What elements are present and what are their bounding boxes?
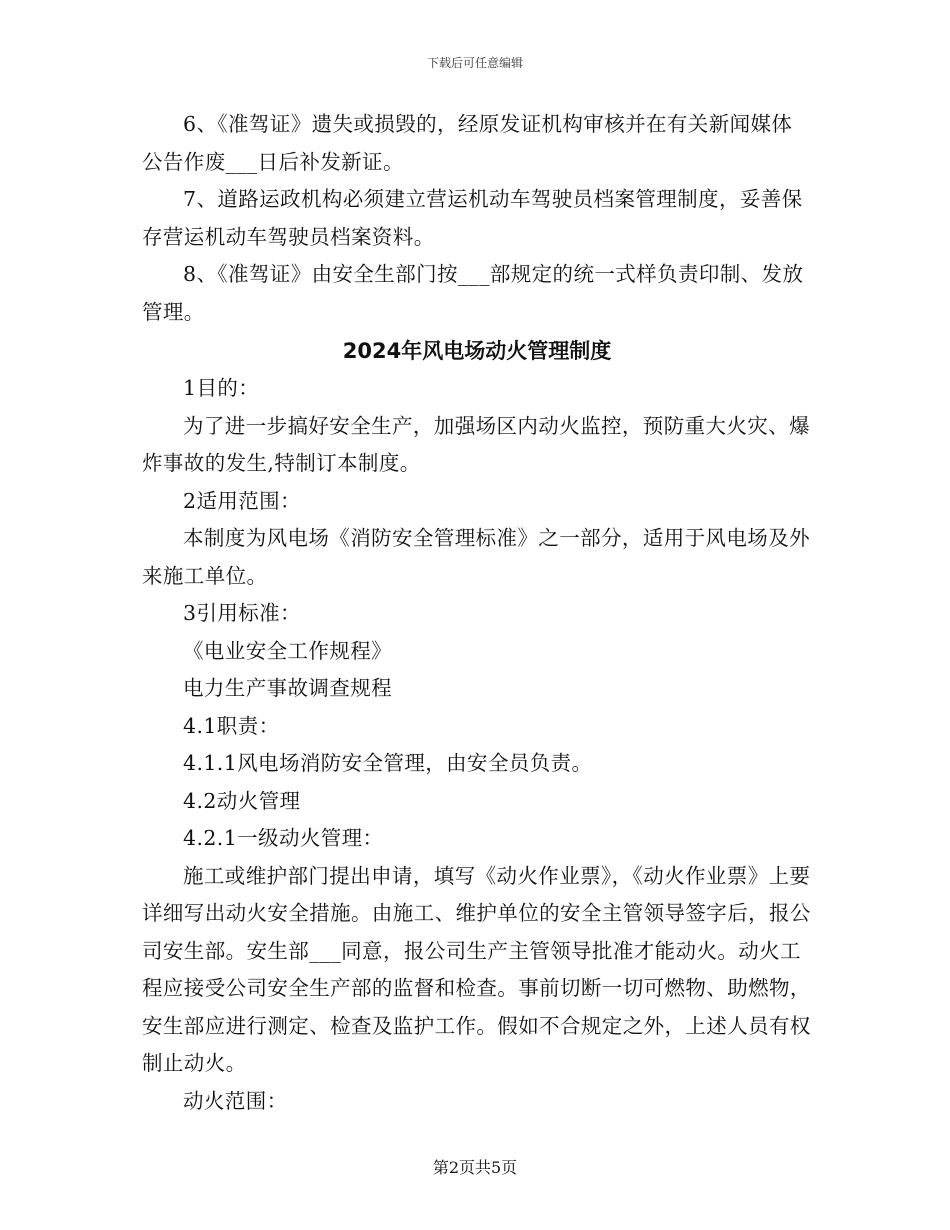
reference-item-1: 《电业安全工作规程》	[183, 638, 392, 663]
paragraph-duties: 4.1.1风电场消防安全管理，由安全员负责。	[183, 751, 593, 775]
section-heading-hot-work-scope: 动火范围：	[183, 1088, 288, 1113]
header-note: 下载后可任意编辑	[426, 56, 523, 70]
paragraph-item-8: 8、《准驾证》由安全生部门按___部规定的统一式样负责印制、发放管理。	[142, 262, 804, 324]
section-heading-purpose: 1目的：	[183, 376, 260, 400]
section-heading-duties: 4.1职责：	[183, 713, 280, 738]
paragraph-purpose: 为了进一步搞好安全生产，加强场区内动火监控，预防重大火灾、爆炸事故的发生,特制订本制度。	[142, 413, 810, 475]
paragraph-item-6: 6、《准驾证》遗失或损毁的，经原发证机构审核并在有关新闻媒体公告作废___日后补发新证。	[142, 112, 793, 174]
page-number: 第2页共5页	[432, 1158, 518, 1177]
reference-item-2: 电力生产事故调查规程	[183, 676, 392, 700]
paragraph-level-one: 施工或维护部门提出申请，填写《动火作业票》，《动火作业票》上要详细写出动火安全措施。由施工、维护单位的安全主管领导签字后，报公司安生部。安生部___同意，报公司生产主管领导批准才能动火。动火工程应接受公司安全生产部的监督和检查。事前切断一切可燃物、助燃物，安生部应进行测定、检查及监护工作。假如不合规定之外，上述人员有权制止动火。	[142, 863, 811, 1075]
document-body	[142, 106, 812, 1120]
paragraph-item-7: 7、道路运政机构必须建立营运机动车驾驶员档案管理制度，妥善保存营运机动车驾驶员档案资料。	[142, 187, 803, 249]
section-heading-references: 3引用标准：	[183, 601, 301, 625]
section-heading-hot-work: 4.2动火管理	[183, 788, 301, 813]
paragraph-scope: 本制度为风电场《消防安全管理标准》之一部分，适用于风电场及外来施工单位。	[142, 526, 810, 588]
subsection-heading-level-one: 4.2.1一级动火管理：	[183, 826, 384, 850]
section-heading-scope: 2适用范围：	[183, 488, 301, 513]
document-title: 2024年风电场动火管理制度	[342, 339, 612, 363]
